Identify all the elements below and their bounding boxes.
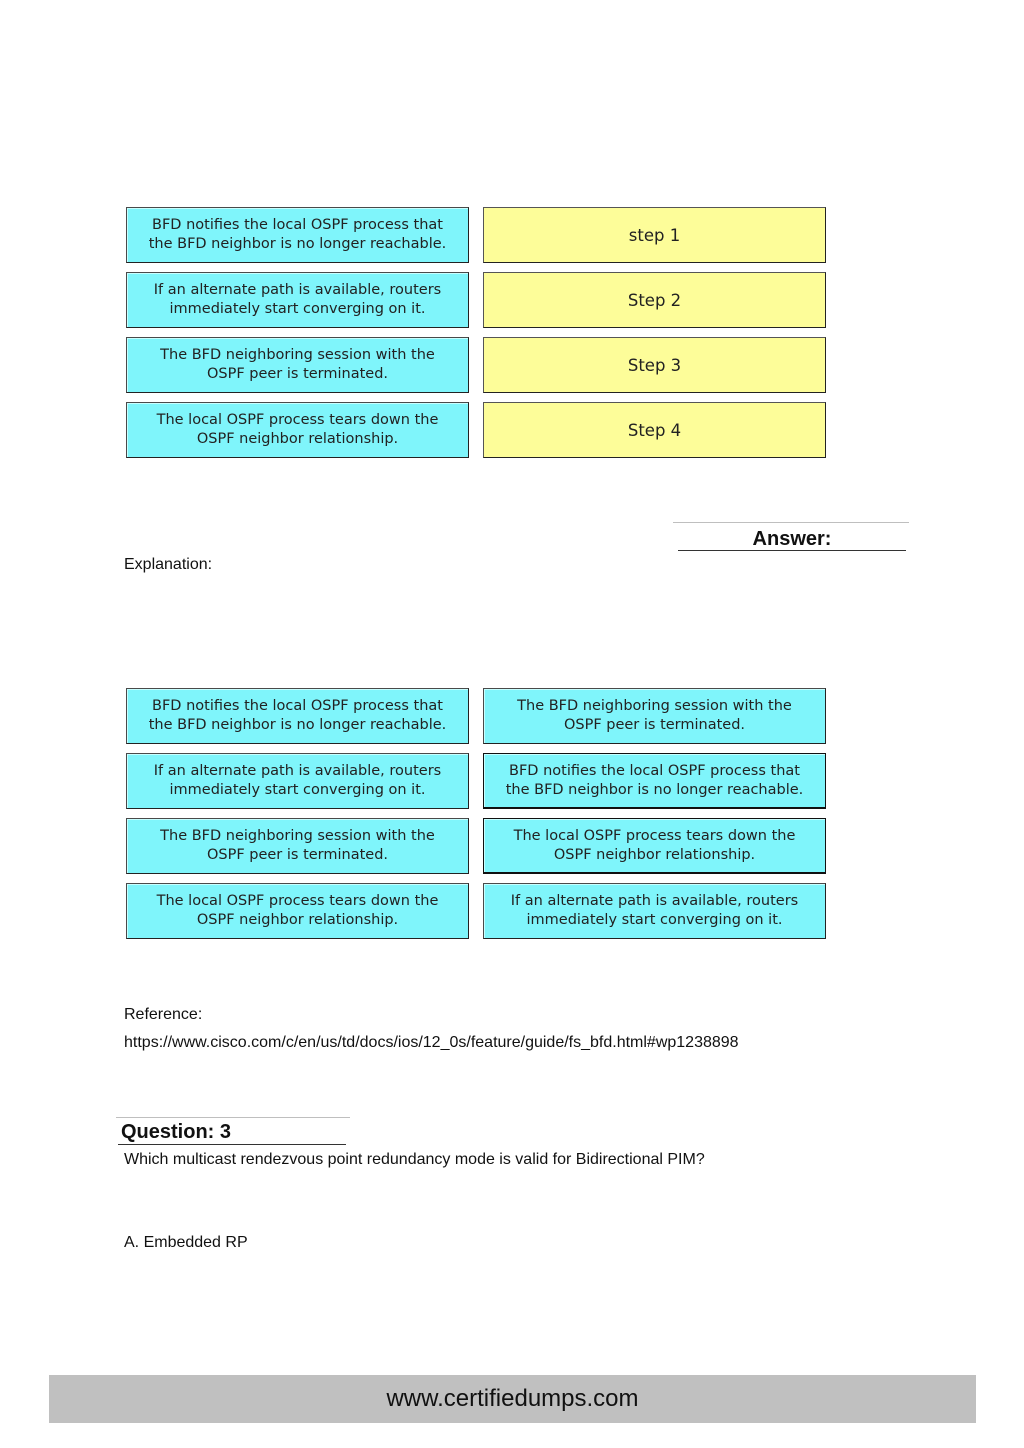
step-target-box: Step 4 (483, 402, 826, 458)
answer-option-box: The local OSPF process tears down the OSPF neighbor relationship. (126, 883, 469, 939)
answer-divider (673, 522, 909, 523)
answer-heading: Answer: (752, 528, 832, 550)
step-target-box: Step 2 (483, 272, 826, 328)
exhibit-answer-grid (126, 688, 828, 948)
exhibit-row (126, 688, 828, 744)
answer-underline (678, 550, 906, 551)
question-divider (116, 1117, 350, 1118)
answer-option-box: If an alternate path is available, routers immediately start converging on it. (126, 753, 469, 809)
answer-placed-box: BFD notifies the local OSPF process that the BFD neighbor is no longer reachable. (483, 753, 826, 809)
question-text: Which multicast rendezvous point redundancy mode is valid for Bidirectional PIM? (124, 1151, 705, 1168)
reference-label: Reference: (124, 1006, 203, 1023)
exhibit-row (126, 818, 828, 874)
reference-link[interactable]: https://www.cisco.com/c/en/us/td/docs/ios/12_0s/feature/guide/fs_bfd.html#wp1238898 (124, 1034, 739, 1051)
exhibit-row (126, 402, 828, 458)
footer-bar (49, 1375, 976, 1423)
question-underline (118, 1144, 346, 1145)
answer-placed-box: If an alternate path is available, routers immediately start converging on it. (483, 883, 826, 939)
exhibit-row (126, 883, 828, 939)
step-target-box: Step 3 (483, 337, 826, 393)
answer-option-box: BFD notifies the local OSPF process that the BFD neighbor is no longer reachable. (126, 688, 469, 744)
explanation-label: Explanation: (124, 556, 213, 573)
answer-option-box: The BFD neighboring session with the OSPF peer is terminated. (126, 337, 469, 393)
answer-placed-box: The BFD neighboring session with the OSPF peer is terminated. (483, 688, 826, 744)
exhibit-row (126, 272, 828, 328)
step-target-box: step 1 (483, 207, 826, 263)
answer-option-a: A. Embedded RP (124, 1234, 248, 1251)
exhibit-question-grid (126, 207, 828, 467)
answer-placed-box: The local OSPF process tears down the OSPF neighbor relationship. (483, 818, 826, 874)
exhibit-row (126, 207, 828, 263)
exhibit-row (126, 753, 828, 809)
answer-option-box: BFD notifies the local OSPF process that the BFD neighbor is no longer reachable. (126, 207, 469, 263)
footer-site-link[interactable]: www.certifiedumps.com (386, 1385, 639, 1412)
exhibit-row (126, 337, 828, 393)
question-title: Question: 3 (121, 1121, 232, 1143)
answer-option-box: The local OSPF process tears down the OSPF neighbor relationship. (126, 402, 469, 458)
answer-option-box: If an alternate path is available, routers immediately start converging on it. (126, 272, 469, 328)
answer-option-box: The BFD neighboring session with the OSPF peer is terminated. (126, 818, 469, 874)
